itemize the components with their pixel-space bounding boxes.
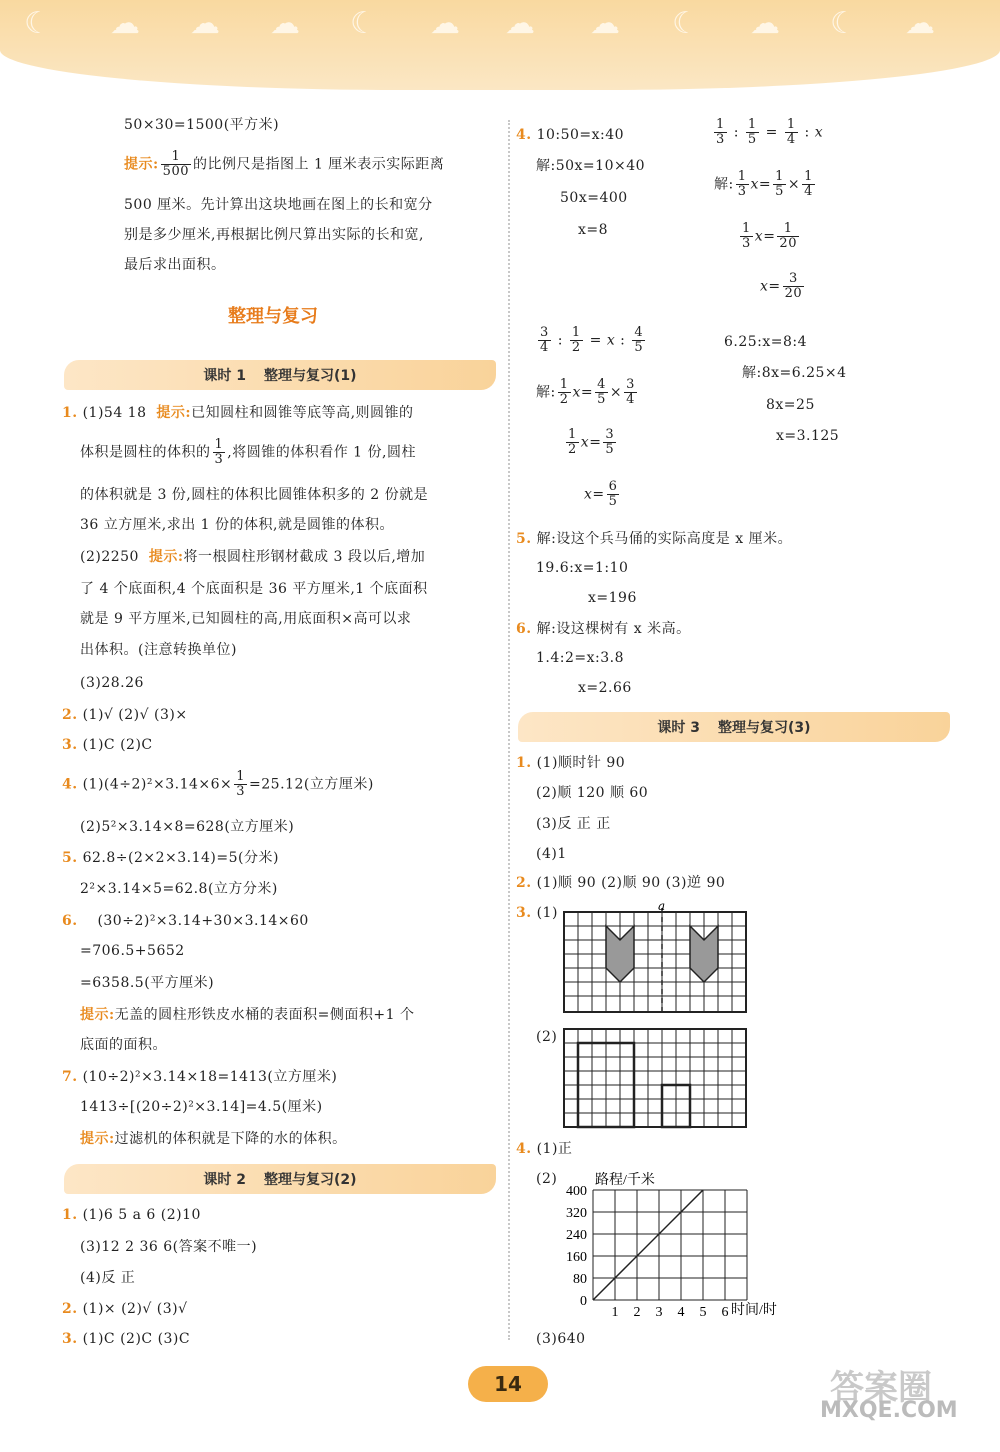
question-4: 4. (1)(4÷2)²×3.14×6× $\frac{1}{3}$ =25.12(立方厘米)	[62, 769, 374, 799]
watermark-logo: 答案圈	[830, 1368, 932, 1408]
page-number: 14	[468, 1366, 548, 1402]
fraction: $\frac{1}{500}$	[162, 149, 189, 179]
y-tick-label: 160	[566, 1250, 587, 1265]
equation: $\frac{1}{3}$ : $\frac{1}{5}$ = $\frac{1}{4}$ : x	[716, 117, 824, 147]
text-line: 19.6:x=1:10	[536, 560, 629, 576]
y-tick-label: 400	[566, 1184, 587, 1199]
x-tick-label: 2	[633, 1305, 641, 1320]
text-line: 解:8x=6.25×4	[742, 365, 847, 381]
moon-icon: ☾	[672, 6, 699, 41]
text-line: (2)2250 提示:将一根圆柱形钢材截成 3 段以后,增加	[80, 549, 426, 565]
lesson-banner-2: 课时 2 整理与复习(2)	[64, 1164, 496, 1194]
page-header-banner	[0, 0, 1000, 90]
text-line: 50x=400	[560, 190, 628, 206]
text-line: (2)5²×3.14×8=628(立方厘米)	[80, 819, 295, 835]
question-5: 5. 62.8÷(2×2×3.14)=5(分米)	[62, 850, 279, 866]
question-4: 4. (1)正	[516, 1141, 573, 1157]
text-line: 就是 9 平方厘米,已知圆柱的高,用底面积×高可以求	[80, 611, 412, 627]
question-2: 2. (1)× (2)√ (3)√	[62, 1301, 188, 1317]
question-3: 3. (1)C (2)C	[62, 737, 153, 753]
lesson-banner-3: 课时 3 整理与复习(3)	[518, 712, 950, 742]
equation: 解: $\frac{1}{3}$ x= $\frac{1}{5}$ × $\frac{1}{4}$	[714, 169, 813, 199]
y-tick-label: 80	[573, 1272, 587, 1287]
text-line: 底面的面积。	[80, 1037, 167, 1053]
x-tick-label: 6	[721, 1305, 729, 1320]
text-line: (2)顺 120 顺 60	[536, 785, 649, 801]
y-tick-label: 240	[566, 1228, 587, 1243]
text-line: 出体积。(注意转换单位)	[80, 642, 237, 658]
y-tick-label: 0	[580, 1294, 587, 1309]
column-divider	[508, 120, 510, 1340]
equation: $\frac{1}{3}$ x= $\frac{1}{20}$	[742, 221, 797, 251]
moon-icon: ☾	[830, 6, 857, 41]
text-line: (4)反 正	[80, 1270, 136, 1286]
question-6: 6. (30÷2)²×3.14+30×3.14×60	[62, 913, 309, 929]
text-line: 别是多少厘米,再根据比例尺算出实际的长和宽,	[124, 227, 424, 243]
text-line: =6358.5(平方厘米)	[80, 975, 215, 991]
hint-line: 提示: $\frac{1}{500}$ 的比例尺是指图上 1 厘米表示实际距离	[124, 149, 445, 179]
cloud-icon: ☁	[430, 6, 460, 41]
grid-figure-2	[560, 1025, 750, 1130]
question-4: 4. 10:50=x:40	[516, 127, 625, 143]
text-line: 最后求出面积。	[124, 257, 226, 273]
text-line: (3)28.26	[80, 675, 144, 691]
text-line: 2²×3.14×5=62.8(立方分米)	[80, 881, 278, 897]
text-line: 了 4 个底面积,4 个底面积是 36 平方厘米,1 个底面积	[80, 581, 428, 597]
hint-label: 提示:	[124, 156, 159, 173]
text-line: x=2.66	[578, 680, 632, 696]
question-3: 3. (1)C (2)C (3)C	[62, 1331, 191, 1347]
text-line: x=196	[588, 590, 637, 606]
text-line: 8x=25	[766, 397, 815, 413]
equation: $\frac{1}{2}$ x= $\frac{3}{5}$	[568, 427, 615, 457]
moon-icon: ☾	[24, 6, 51, 41]
hint-line: 提示:无盖的圆柱形铁皮水桶的表面积=侧面积+1 个	[80, 1007, 415, 1023]
question-1: 1. (1)顺时针 90	[516, 755, 626, 771]
cloud-icon: ☁	[905, 6, 935, 41]
question-5: 5. 解:设这个兵马俑的实际高度是 x 厘米。	[516, 531, 793, 547]
text-line: (3)反 正 正	[536, 816, 611, 832]
cloud-icon: ☁	[190, 6, 220, 41]
question-6: 6. 解:设这棵树有 x 米高。	[516, 621, 691, 637]
text-line: 1413÷[(20÷2)²×3.14]=4.5(厘米)	[80, 1099, 323, 1115]
cloud-icon: ☁	[505, 6, 535, 41]
text-line: 36 立方厘米,求出 1 份的体积,就是圆锥的体积。	[80, 517, 394, 533]
grid-figure-1	[560, 900, 760, 1020]
y-axis-label: 路程/千米	[595, 1173, 655, 1188]
equation: 解: $\frac{1}{2}$ x= $\frac{4}{5}$ × $\frac{3}{4}$	[536, 377, 635, 407]
equation: x= $\frac{6}{5}$	[584, 479, 618, 509]
y-tick-label: 320	[566, 1206, 587, 1221]
question-1: 1. (1)54 18 提示:已知圆柱和圆锥等底等高,则圆锥的	[62, 405, 414, 421]
question-2: 2. (1)顺 90 (2)顺 90 (3)逆 90	[516, 875, 726, 891]
cloud-icon: ☁	[270, 6, 300, 41]
distance-time-chart	[555, 1168, 815, 1328]
chart-x-ticks	[612, 1305, 729, 1320]
text-line: 500 厘米。先计算出这块地画在图上的长和宽分	[124, 197, 433, 213]
text-line: 解:50x=10×40	[536, 158, 646, 174]
x-axis-label: 时间/时	[731, 1303, 777, 1318]
text-line: 1.4:2=x:3.8	[536, 650, 624, 666]
x-tick-label: 4	[677, 1305, 685, 1320]
lesson-banner-1: 课时 1 整理与复习(1)	[64, 360, 496, 390]
cloud-icon: ☁	[110, 6, 140, 41]
question-2: 2. (1)√ (2)√ (3)×	[62, 707, 188, 723]
equation: x= $\frac{3}{20}$	[760, 271, 803, 301]
text-line: (3)12 2 36 6(答案不唯一)	[80, 1239, 258, 1255]
series-line	[593, 1190, 703, 1300]
text-line: 体积是圆柱的体积的 $\frac{1}{3}$ ,将圆锥的体积看作 1 份,圆柱	[80, 437, 416, 467]
equation: $\frac{3}{4}$ : $\frac{1}{2}$ = x : $\frac{4}{5}$	[540, 325, 644, 355]
x-tick-label: 1	[611, 1305, 619, 1320]
text-line: (3)640	[536, 1331, 586, 1347]
question-1: 1. (1)6 5 a 6 (2)10	[62, 1207, 201, 1223]
chart-y-ticks	[566, 1184, 587, 1309]
text-line: (4)1	[536, 846, 567, 862]
axis-label-a: a	[658, 900, 666, 913]
chart-grid	[593, 1190, 747, 1300]
text-line: =706.5+5652	[80, 943, 185, 959]
cloud-icon: ☁	[750, 6, 780, 41]
text-line: 50×30=1500(平方米)	[124, 117, 280, 133]
text-line: x=3.125	[776, 428, 840, 444]
text-line: x=8	[578, 222, 609, 238]
x-tick-label: 5	[699, 1305, 707, 1320]
hint-line: 提示:过滤机的体积就是下降的水的体积。	[80, 1131, 347, 1147]
text-line: (2)	[536, 1171, 558, 1187]
x-tick-label: 3	[655, 1305, 663, 1320]
text-line: (2)	[536, 1029, 558, 1045]
section-title: 整理与复习	[228, 306, 318, 327]
text-line: 的体积就是 3 份,圆柱的体积比圆锥体积多的 2 份就是	[80, 487, 429, 503]
question-3: 3. (1)	[516, 905, 558, 921]
moon-icon: ☾	[350, 6, 377, 41]
text-line: 6.25:x=8:4	[724, 334, 808, 350]
question-7: 7. (10÷2)²×3.14×18=1413(立方厘米)	[62, 1069, 338, 1085]
cloud-icon: ☁	[590, 6, 620, 41]
watermark: MXQE.COM	[820, 1398, 958, 1423]
